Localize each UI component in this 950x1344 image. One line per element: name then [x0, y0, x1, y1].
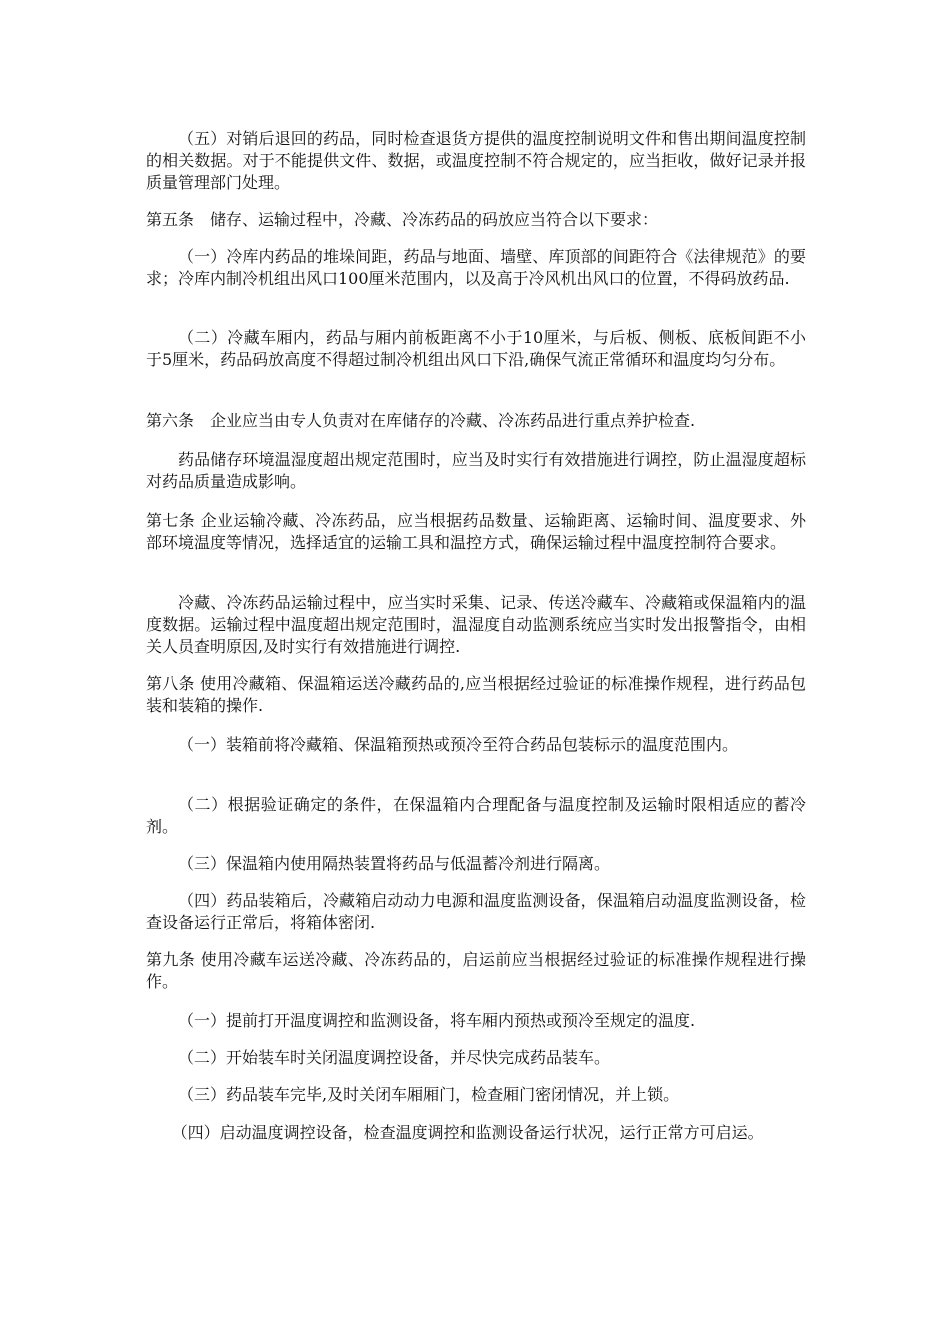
article-5-heading: 第五条 储存、运输过程中，冷藏、冷冻药品的码放应当符合以下要求： [146, 210, 659, 229]
article-9-heading: 第九条 使用冷藏车运送冷藏、冷冻药品的，启运前应当根据经过验证的标准操作规程进行操作。 [146, 950, 806, 991]
paragraph-item-2: （二）冷藏车厢内，药品与厢内前板距离不小于10厘米，与后板、侧板、底板间距不小于5厘米，药品码放高度不得超过制冷机组出风口下沿,确保气流正常循环和温度均匀分布。 [146, 328, 806, 369]
article-6-heading: 第六条 企业应当由专人负责对在库储存的冷藏、冷冻药品进行重点养护检查. [146, 411, 696, 430]
paragraph-truck-item-1: （一）提前打开温度调控和监测设备，将车厢内预热或预冷至规定的温度. [178, 1011, 696, 1030]
paragraph-box-item-1: （一）装箱前将冷藏箱、保温箱预热或预冷至符合药品包装标示的温度范围内。 [178, 735, 739, 754]
paragraph-box-item-2: （二）根据验证确定的条件，在保温箱内合理配备与温度控制及运输时限相适应的蓄冷剂。 [146, 795, 806, 836]
paragraph-item-1: （一）冷库内药品的堆垛间距，药品与地面、墙壁、库顶部的间距符合《法律规范》的要求；冷库内制冷机组出风口100厘米范围内，以及高于冷风机出风口的位置，不得码放药品. [146, 247, 806, 288]
article-7-heading: 第七条 企业运输冷藏、冷冻药品，应当根据药品数量、运输距离、运输时间、温度要求、外部环境温度等情况，选择适宜的运输工具和温控方式，确保运输过程中温度控制符合要求。 [146, 511, 806, 552]
paragraph-transport-monitoring: 冷藏、冷冻药品运输过程中，应当实时采集、记录、传送冷藏车、冷藏箱或保温箱内的温度数据。运输过程中温度超出规定范围时，温湿度自动监测系统应当实时发出报警指令，由相关人员查明原因,及时实行有效措施进行调控. [146, 593, 806, 656]
paragraph-storage-temperature: 药品储存环境温湿度超出规定范围时，应当及时实行有效措施进行调控，防止温湿度超标对药品质量造成影响。 [146, 450, 806, 491]
paragraph-truck-item-3: （三）药品装车完毕,及时关闭车厢厢门，检查厢门密闭情况，并上锁。 [178, 1085, 680, 1104]
paragraph-item-5: （五）对销后退回的药品，同时检查退货方提供的温度控制说明文件和售出期间温度控制的相关数据。对于不能提供文件、数据，或温度控制不符合规定的，应当拒收，做好记录并报质量管理部门处理。 [146, 129, 806, 192]
paragraph-box-item-4: （四）药品装箱后，冷藏箱启动动力电源和温度监测设备，保温箱启动温度监测设备，检查设备运行正常后，将箱体密闭. [146, 891, 806, 932]
paragraph-truck-item-2: （二）开始装车时关闭温度调控设备，并尽快完成药品装车。 [178, 1048, 611, 1067]
paragraph-box-item-3: （三）保温箱内使用隔热装置将药品与低温蓄冷剂进行隔离。 [178, 854, 611, 873]
paragraph-truck-item-4: （四）启动温度调控设备，检查温度调控和监测设备运行状况，运行正常方可启运。 [171, 1123, 764, 1142]
article-8-heading: 第八条 使用冷藏箱、保温箱运送冷藏药品的,应当根据经过验证的标准操作规程，进行药品包装和装箱的操作. [146, 674, 806, 715]
